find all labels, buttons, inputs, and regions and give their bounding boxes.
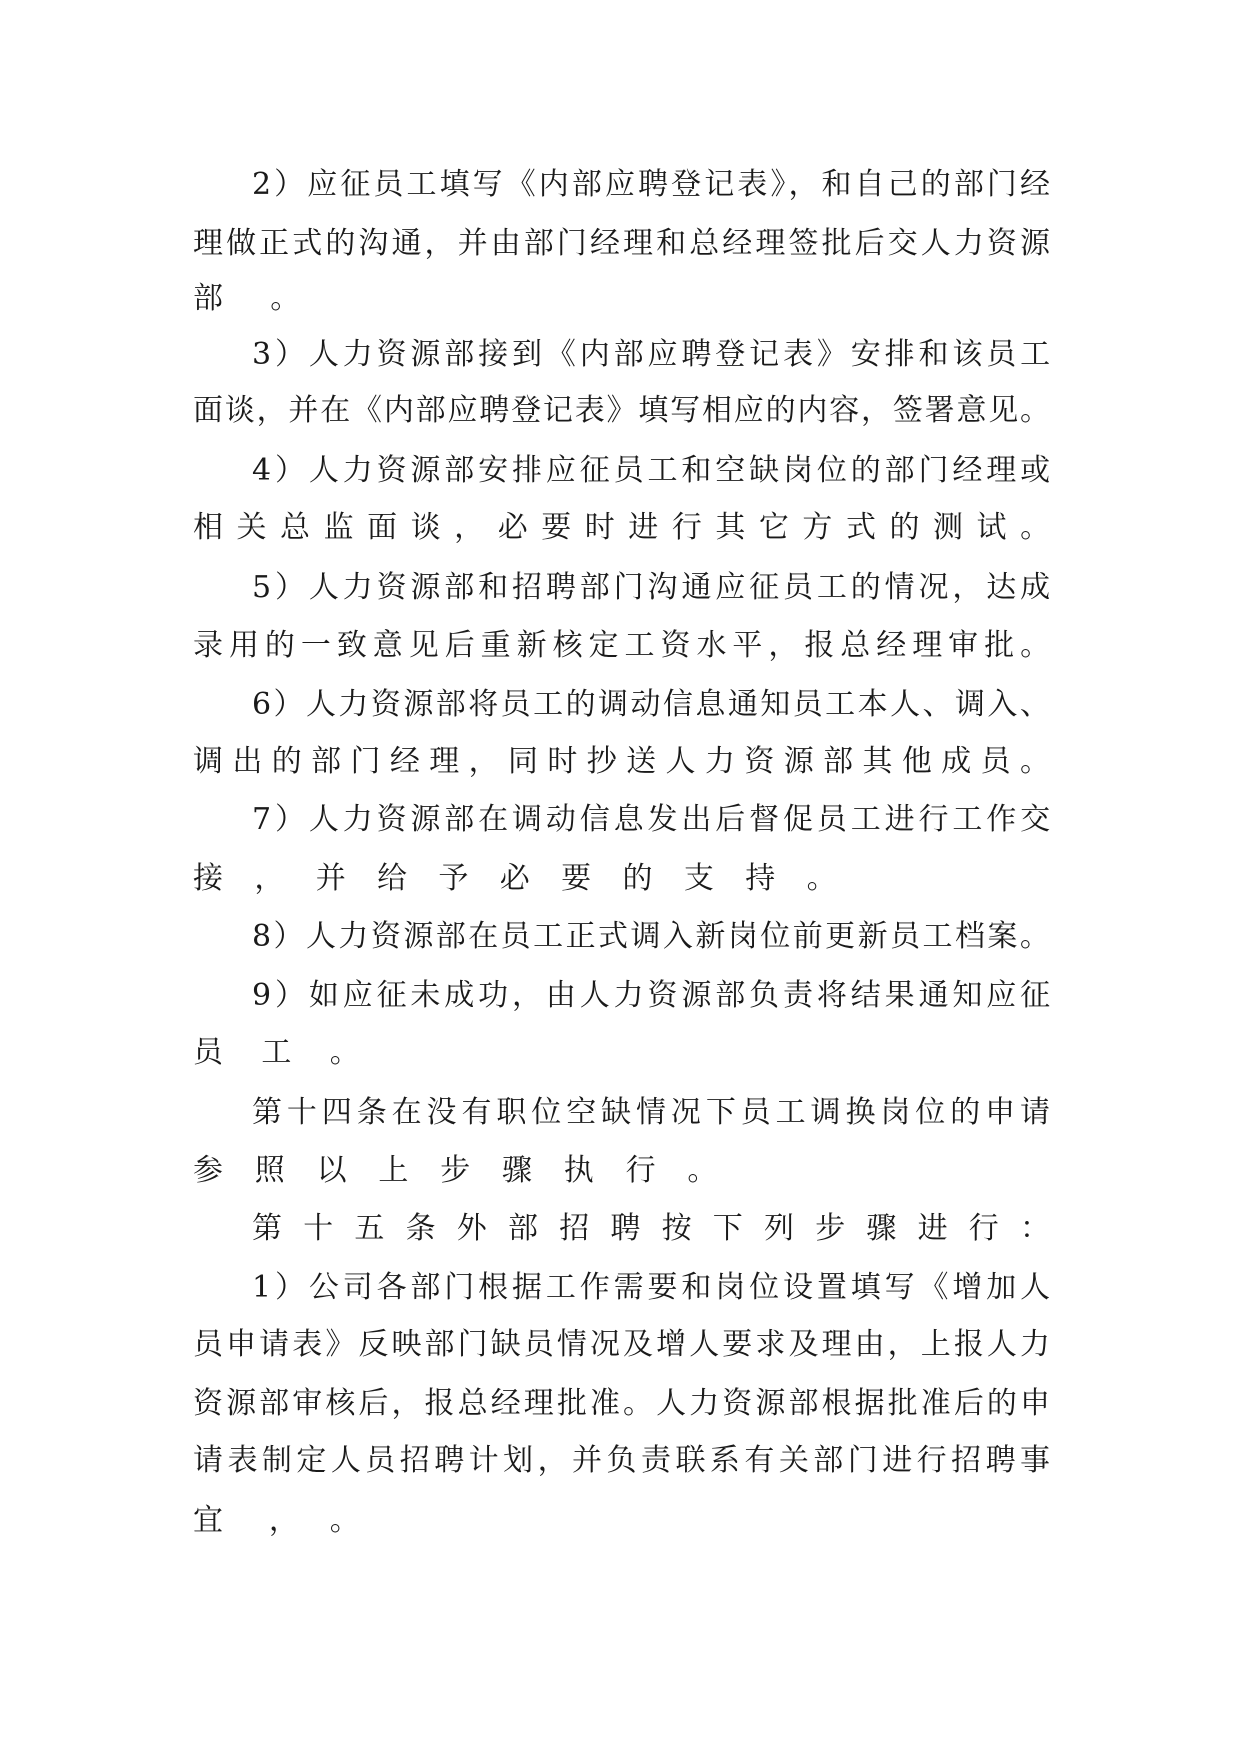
text-line: 6）人力资源部将员工的调动信息通知员工本人、调入、: [252, 687, 1053, 722]
text-line: 资源部审核后，报总经理批准。人力资源部根据批准后的申: [193, 1386, 1054, 1421]
text-line: 2）应征员工填写《内部应聘登记表》，和自己的部门经: [252, 167, 1054, 202]
text-line: 接，并给予必要的支持。: [193, 861, 868, 896]
text-line: 员申请表》反映部门缺员情况及增人要求及理由，上报人力: [193, 1327, 1054, 1362]
text-line: 部。: [193, 281, 348, 316]
text-line: 宜，。: [193, 1503, 406, 1538]
text-line: 第十五条外部招聘按下列步骤进行：: [252, 1211, 1072, 1246]
text-line: 3）人力资源部接到《内部应聘登记表》安排和该员工: [252, 337, 1054, 372]
text-line: 理做正式的沟通，并由部门经理和总经理签批后交人力资源: [193, 226, 1054, 261]
text-line: 请表制定人员招聘计划，并负责联系有关部门进行招聘事: [193, 1443, 1055, 1478]
text-line: 5）人力资源部和招聘部门沟通应征员工的情况，达成: [252, 570, 1054, 605]
text-line: 9）如应征未成功，由人力资源部负责将结果通知应征: [252, 978, 1054, 1013]
text-line: 1）公司各部门根据工作需要和岗位设置填写《增加人: [252, 1270, 1054, 1305]
text-line: 7）人力资源部在调动信息发出后督促员工进行工作交: [252, 802, 1054, 837]
text-line: 调出的部门经理，同时抄送人力资源部其他成员。: [193, 744, 1060, 779]
text-line: 录用的一致意见后重新核定工资水平，报总经理审批。: [193, 628, 1057, 663]
text-line: 第十四条在没有职位空缺情况下员工调换岗位的申请: [252, 1095, 1055, 1130]
text-line: 面谈，并在《内部应聘登记表》填写相应的内容，签署意见。: [193, 393, 1052, 428]
text-line: 员工。: [193, 1035, 399, 1070]
text-line: 相关总监面谈，必要时进行其它方式的测试。: [193, 510, 1064, 545]
text-line: 4）人力资源部安排应征员工和空缺岗位的部门经理或: [252, 453, 1054, 488]
text-line: 8）人力资源部在员工正式调入新岗位前更新员工档案。: [252, 919, 1053, 954]
text-line: 参照以上步骤执行。: [193, 1153, 750, 1188]
